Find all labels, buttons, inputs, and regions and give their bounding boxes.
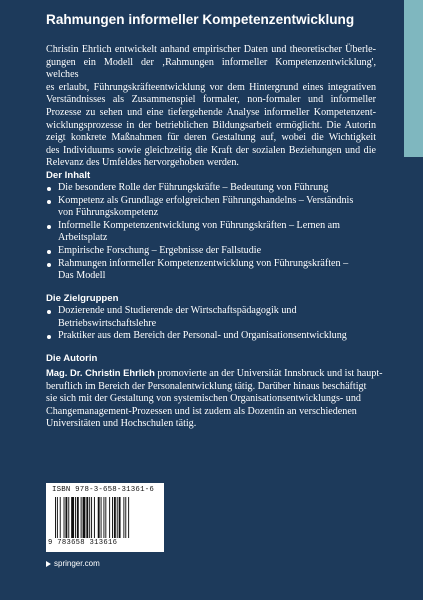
isbn-barcode (46, 483, 164, 552)
bullet-icon (47, 225, 51, 229)
barcode-bar (86, 497, 88, 538)
barcode-bar (83, 497, 86, 538)
author-name: Mag. Dr. Christin Ehrlich (46, 367, 155, 378)
barcode-bar (55, 497, 56, 538)
bullet-icon (47, 187, 51, 191)
inhalt-heading: Der Inhalt (46, 170, 91, 181)
barcode-bar (60, 497, 61, 538)
author-bio-line: Mag. Dr. Christin Ehrlich promovierte an der Universität Innsbruck und ist haupt- (46, 367, 383, 379)
autorin-heading: Die Autorin (46, 353, 98, 364)
bullet-icon (47, 310, 51, 314)
abstract-line: Christin Ehrlich entwickelt anhand empirischer Daten und theoretischer Überle- (46, 44, 376, 55)
publisher-link[interactable] (46, 559, 100, 569)
author-bio (46, 367, 383, 431)
book-title: Rahmungen informeller Kompetenzentwicklung (46, 12, 355, 27)
list-item: Die besondere Rolle der Führungskräfte – Bedeutung von Führung (46, 182, 376, 195)
bullet-icon (47, 263, 51, 267)
abstract-line: Prozesse zu sehen und eine tiefergehende Analyse informeller Kompetenzent- (46, 106, 376, 118)
barcode-digits: 9 783658 313616 (48, 539, 118, 547)
list-item: Informelle Kompetenzentwicklung von Führungskräften – Lernen am Arbeitsplatz (46, 220, 376, 245)
barcode-bar (114, 497, 116, 538)
author-bio-line: Changemanagement-Prozessen und ist zudem als Dozentin an verschiedenen (46, 405, 357, 417)
abstract-line: es erlaubt, Führungskräfteentwicklung vor dem Hintergrund eines integrativen (46, 81, 376, 93)
barcode-bar (81, 497, 82, 538)
publisher-url: springer.com (54, 559, 100, 568)
bullet-icon (47, 335, 51, 339)
bullet-icon (47, 200, 51, 204)
abstract-line: Verständnisses als Zusammenspiel formaler, non-formaler und informeller (46, 94, 376, 106)
barcode-bar (125, 497, 126, 538)
barcode-bar (57, 497, 58, 538)
barcode-bar (91, 497, 92, 538)
abstract-line: zeigt konkrete Maßnahmen für deren Gestaltung auf, wobei die Wichtigkeit (46, 132, 376, 144)
author-bio-line: beruflich im Bereich der Personalentwicklung tätig. Darüber hinaus beschäftigt (46, 380, 367, 392)
barcode-bar (89, 497, 90, 538)
barcode-bar (64, 497, 65, 538)
barcode-bar (98, 497, 100, 538)
arrow-right-icon (46, 561, 51, 567)
abstract-line: wicklungsprozesse in der betrieblichen Bildungsarbeit ermöglicht. Die Autorin (46, 119, 376, 131)
author-bio-line: sie sich mit der Gestaltung von systemischen Organisationsentwicklungs- und (46, 393, 361, 405)
barcode-bar (75, 497, 76, 538)
abstract-line: des Individuums sowie gleichzeitig die Kraft der sozialen Beziehungen und die (46, 144, 376, 156)
zielgruppen-list (46, 305, 376, 343)
barcode-bar (68, 497, 69, 538)
list-item: Praktiker aus dem Bereich der Personal- und Organisationsentwicklung (46, 330, 376, 343)
barcode-bar (105, 497, 106, 538)
barcode-bar (103, 497, 104, 538)
list-item: Empirische Forschung – Ergebnisse der Fallstudie (46, 245, 376, 258)
accent-strip (404, 0, 423, 157)
barcode-bar (123, 497, 124, 538)
author-bio-line: Universitäten und Hochschulen tätig. (46, 418, 197, 430)
barcode-bar (94, 497, 95, 538)
barcode-bar (109, 497, 110, 538)
barcode-bar (101, 497, 102, 538)
bullet-icon (47, 250, 51, 254)
barcode-bar (117, 497, 118, 538)
barcode-bar (119, 497, 121, 538)
barcode-bar (71, 497, 74, 538)
barcode-bar (128, 497, 129, 538)
barcode-bar (65, 497, 67, 538)
list-item: Kompetenz als Grundlage erfolgreichen Führungshandelns – Verständnis von Führungskompetenz (46, 195, 376, 220)
abstract-line: gungen ein Modell der ‚Rahmungen informeller Kompetenzentwicklung', welches (46, 56, 376, 81)
abstract (46, 44, 376, 170)
list-item: Rahmungen informeller Kompetenzentwicklung von Führungskräften – Das Modell (46, 258, 376, 283)
isbn-label: ISBN 978-3-658-31361-6 (52, 486, 154, 494)
inhalt-list (46, 182, 376, 283)
barcode-bar (77, 497, 79, 538)
abstract-line: Relevanz des Umfeldes hervorgehoben werden. (46, 157, 239, 169)
zielgruppen-heading: Die Zielgruppen (46, 293, 119, 304)
barcode-bar (112, 497, 113, 538)
barcode-icon (55, 497, 155, 538)
list-item: Dozierende und Studierende der Wirtschaftspädagogik und Betriebswirtschaftslehre (46, 305, 376, 330)
